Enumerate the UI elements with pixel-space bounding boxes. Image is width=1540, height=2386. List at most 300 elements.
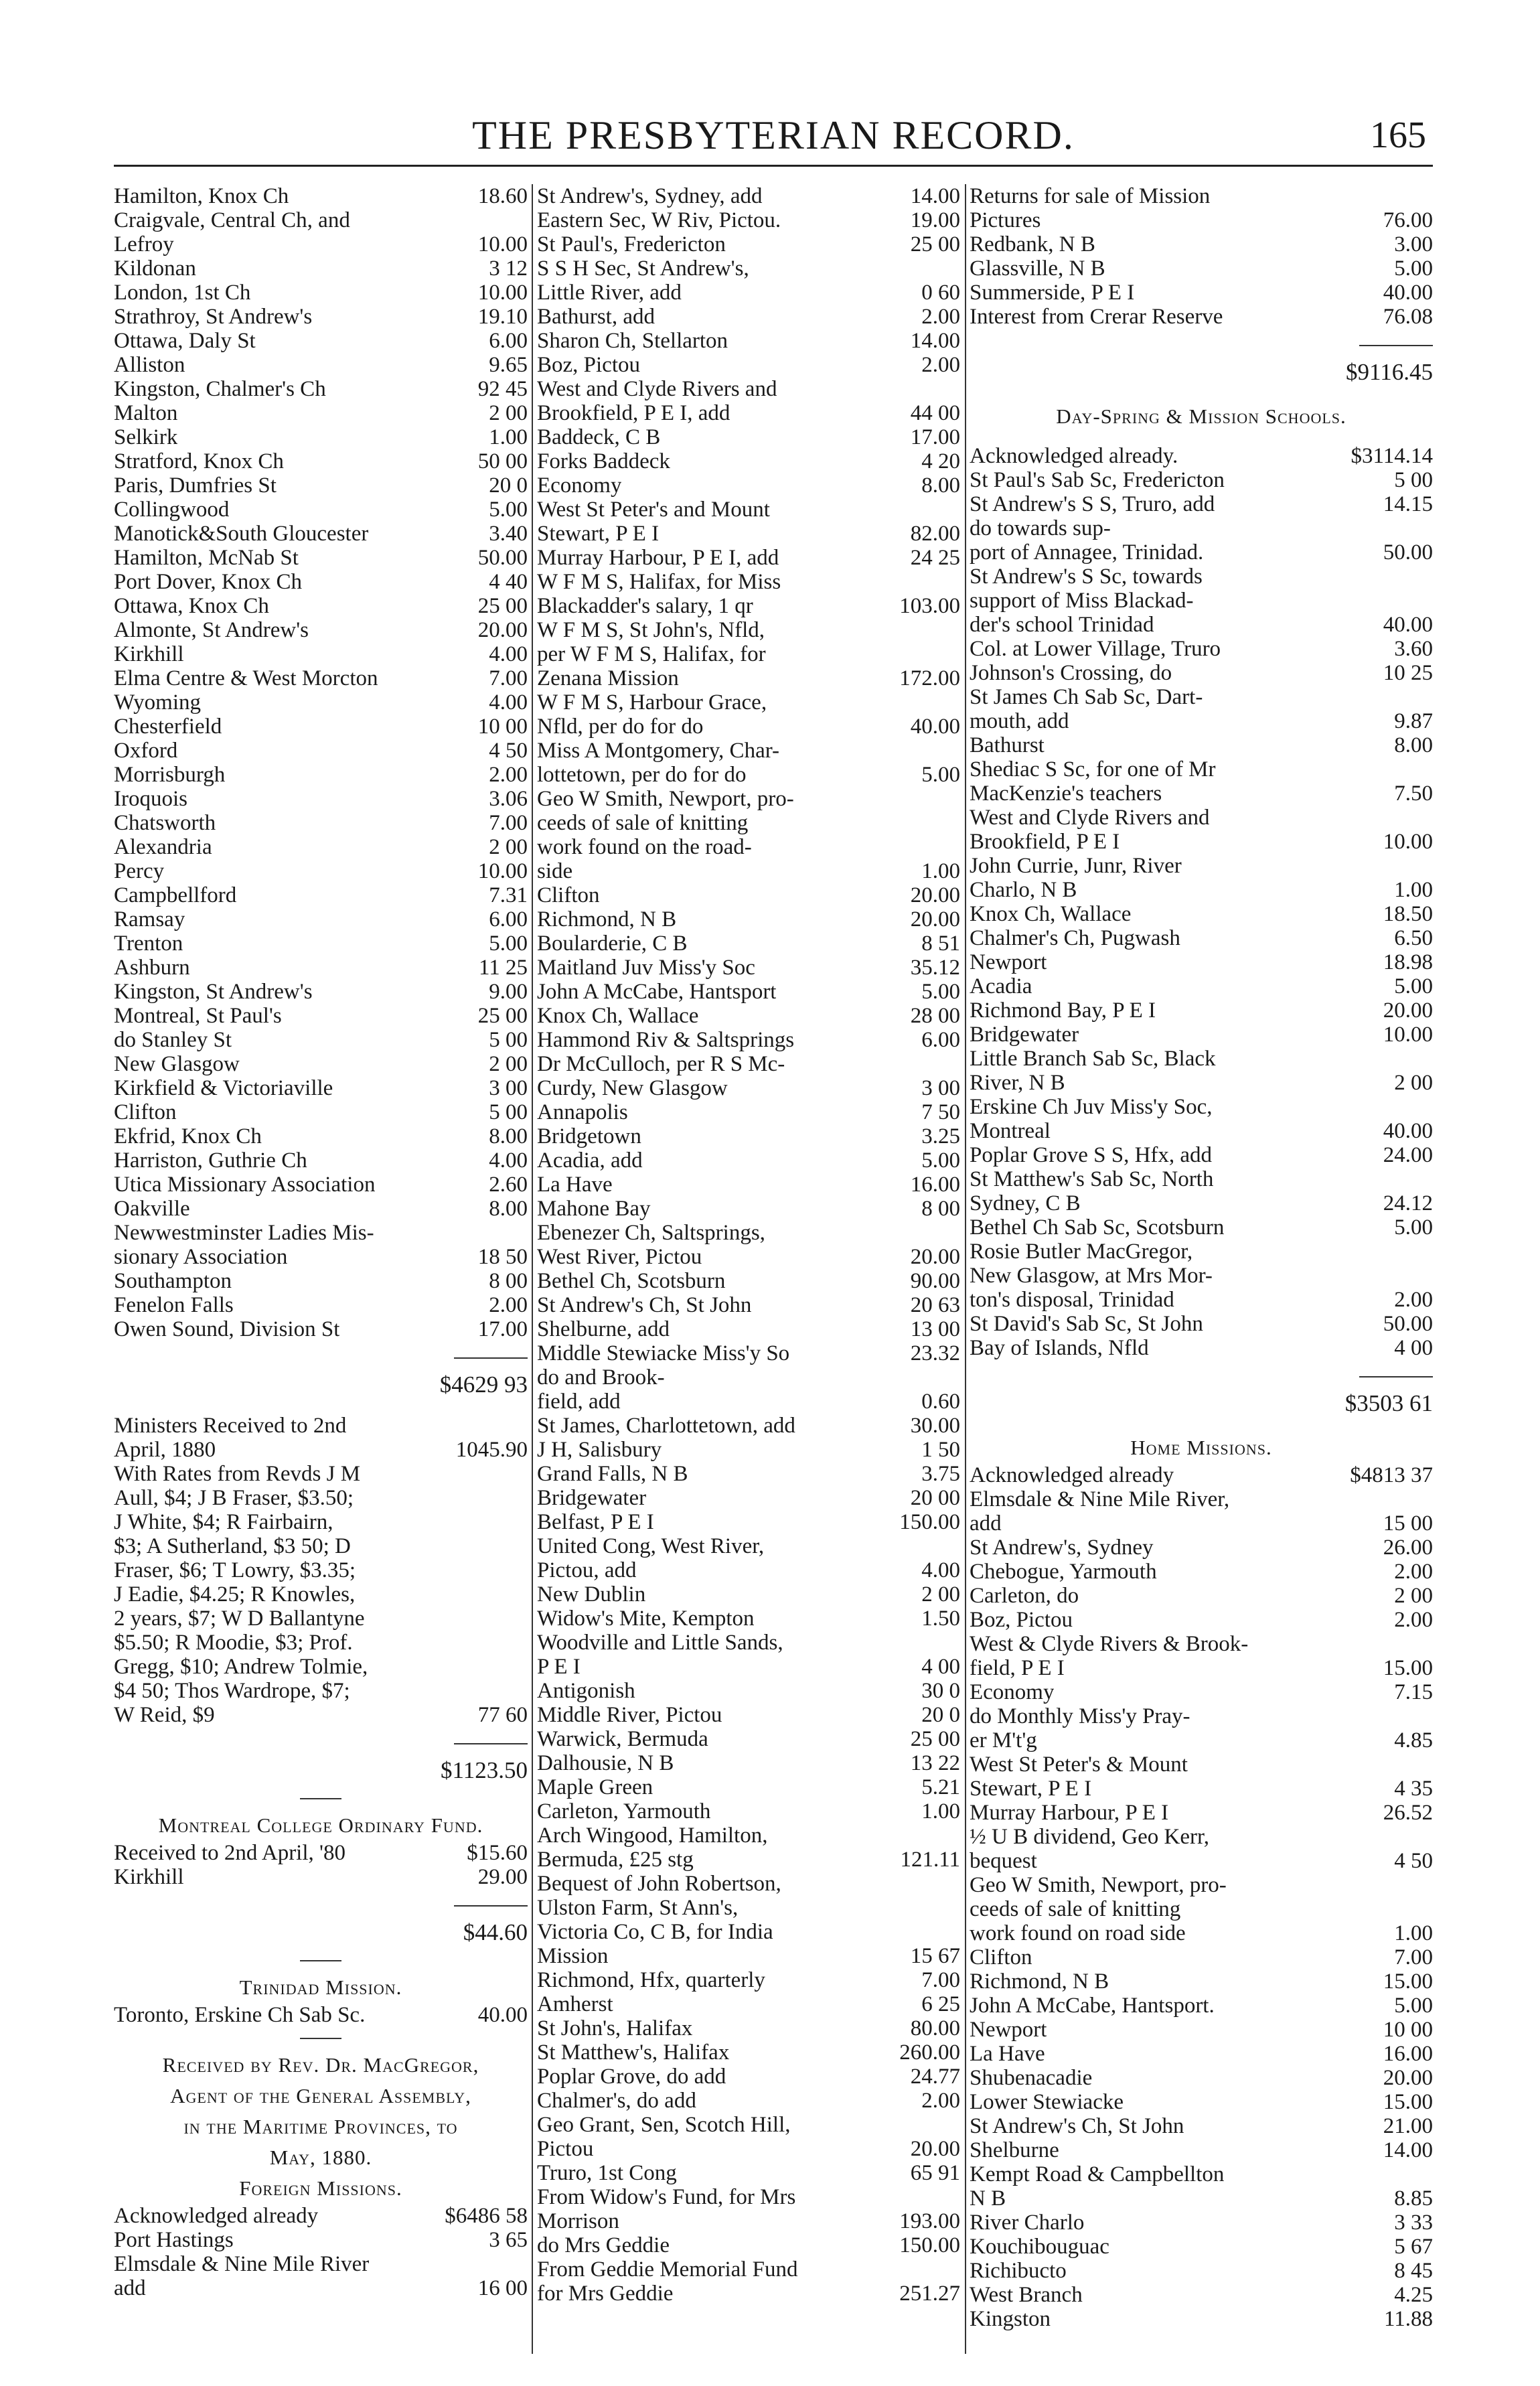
ledger-entry: [537, 2185, 960, 2209]
ledger-entry: [114, 931, 528, 956]
entry-amount: 5.00: [1390, 1215, 1433, 1240]
entry-amount: 7.31: [485, 883, 528, 907]
entry-amount: 8 45: [1390, 2259, 1433, 2283]
entry-name: Truro, 1st Cong: [537, 2161, 677, 2185]
ledger-entry: [114, 353, 528, 377]
entry-name: Acadia, add: [537, 1148, 643, 1173]
ledger-entry: [537, 1703, 960, 1727]
entry-amount: 4.00: [485, 642, 528, 666]
entry-amount: 251.27: [895, 2282, 960, 2306]
entry-amount: 10.00: [474, 281, 528, 305]
total-rule: [114, 1727, 528, 1754]
ledger-entry: [970, 613, 1433, 637]
ledger-entry: [970, 1536, 1433, 1560]
entry-name: Boularderie, C B: [537, 931, 688, 956]
entry-name: Percy: [114, 859, 165, 883]
entry-name: La Have: [970, 2042, 1045, 2066]
entry-amount: 4 00: [1390, 1336, 1433, 1360]
ledger-entry: [537, 642, 960, 666]
entry-name: Nfld, per do for do: [537, 715, 704, 739]
entry-amount: 5 67: [1390, 2235, 1433, 2259]
entry-amount: 4.85: [1390, 1728, 1433, 1753]
entry-name: Pictures: [970, 208, 1041, 232]
entry-name: With Rates from Revds J M: [114, 1462, 361, 1486]
entry-name: Bethel Ch Sab Sc, Scotsburn: [970, 1215, 1225, 1240]
entry-amount: 11 25: [475, 956, 528, 980]
ledger-entry: [970, 2162, 1433, 2186]
entry-amount: 5.00: [1390, 1994, 1433, 2018]
entry-amount: 6.50: [1390, 926, 1433, 950]
entry-name: Bequest of John Robertson,: [537, 1872, 781, 1896]
entry-amount: $6486 58: [441, 2204, 528, 2228]
ledger-entry: [970, 1023, 1433, 1047]
ledger-entry: [537, 2016, 960, 2040]
entry-name: W F M S, St John's, Nfld,: [537, 618, 765, 642]
entry-amount: 2.00: [485, 1293, 528, 1317]
ledger-entry: [537, 281, 960, 305]
ledger-entry: [537, 1582, 960, 1607]
ledger-entry: [970, 2090, 1433, 2114]
entry-name: Richmond, N B: [537, 907, 677, 931]
running-title: THE PRESBYTERIAN RECORD.: [472, 113, 1075, 157]
entry-amount: 29.00: [474, 1865, 528, 1889]
entry-amount: 23.32: [907, 1341, 960, 1365]
entry-amount: 19.10: [474, 305, 528, 329]
entry-amount: 16 00: [474, 2276, 528, 2300]
entry-amount: 2 00: [485, 835, 528, 859]
ledger-entry: [970, 1288, 1433, 1312]
entry-name: Kingston, St Andrew's: [114, 980, 313, 1004]
ledger-entry: [970, 709, 1433, 733]
entry-name: side: [537, 859, 573, 883]
entry-name: Annapolis: [537, 1100, 628, 1124]
entry-amount: 1.00: [917, 859, 960, 883]
entry-name: Bermuda, £25 stg: [537, 1848, 694, 1872]
ledger-entry: [114, 1100, 528, 1124]
entry-name: Johnson's Crossing, do: [970, 661, 1172, 685]
ledger-entry: [970, 1656, 1433, 1680]
ledger-entry: [970, 232, 1433, 256]
entry-name: Forks Baddeck: [537, 449, 670, 473]
ledger-entry: [970, 1632, 1433, 1656]
ledger-entry: [970, 1487, 1433, 1511]
entry-name: Carleton, Yarmouth: [537, 1799, 711, 1823]
entry-amount: 0 60: [917, 281, 960, 305]
entry-name: $3; A Sutherland, $3 50; D: [114, 1534, 351, 1558]
ledger-entry: [537, 2137, 960, 2161]
entry-name: ton's disposal, Trinidad: [970, 1288, 1174, 1312]
entry-name: Richmond Bay, P E I: [970, 998, 1156, 1023]
entry-name: Ottawa, Knox Ch: [114, 594, 269, 618]
entry-amount: 2.00: [1390, 1608, 1433, 1632]
entry-amount: $15.60: [463, 1841, 528, 1865]
ledger-entry: [537, 546, 960, 570]
entry-name: St Paul's, Fredericton: [537, 232, 726, 256]
ledger-entry: [970, 2307, 1433, 2331]
ledger-entry: [114, 377, 528, 401]
ledger-entry: [970, 2259, 1433, 2283]
entry-amount: 7 50: [917, 1100, 960, 1124]
entry-name: Grand Falls, N B: [537, 1462, 688, 1486]
entry-name: Baddeck, C B: [537, 425, 661, 449]
ledger-entry: [537, 1486, 960, 1510]
entry-name: Knox Ch, Wallace: [970, 902, 1132, 926]
ledger-entry: [970, 974, 1433, 998]
entry-name: field, add: [537, 1390, 621, 1414]
entry-amount: 30 0: [917, 1679, 960, 1703]
entry-name: Ottawa, Daly St: [114, 329, 256, 353]
entry-amount: 172.00: [895, 666, 960, 690]
entry-name: St Andrew's, Sydney, add: [537, 184, 763, 208]
ledger-entry: [537, 1968, 960, 1992]
entry-amount: 26.00: [1379, 1536, 1433, 1560]
ledger-entry: [970, 444, 1433, 468]
entry-name: La Have: [537, 1173, 613, 1197]
entry-name: River, N B: [970, 1071, 1065, 1095]
ledger-entry: [970, 1511, 1433, 1536]
ledger-entry: [537, 1655, 960, 1679]
entry-name: ceeds of sale of knitting: [537, 811, 749, 835]
entry-name: Mission: [537, 1944, 609, 1968]
ledger-entry: [970, 589, 1433, 613]
entry-name: Bathurst: [970, 733, 1045, 757]
entry-name: Montreal: [970, 1119, 1051, 1143]
entry-name: Ulston Farm, St Ann's,: [537, 1896, 739, 1920]
section-divider: [114, 1949, 528, 1972]
ledger-entry: [114, 1245, 528, 1269]
entry-amount: 20 0: [485, 473, 528, 498]
entry-name: Amherst: [537, 1992, 613, 2016]
ledger-entry: [537, 1052, 960, 1076]
entry-name: Utica Missionary Association: [114, 1173, 376, 1197]
entry-amount: 24.00: [1379, 1143, 1433, 1167]
entry-name: John A McCabe, Hantsport: [537, 980, 777, 1004]
entry-name: Manotick&South Gloucester: [114, 522, 369, 546]
ledger-entry: [114, 256, 528, 281]
entry-name: Elmsdale & Nine Mile River: [114, 2252, 370, 2276]
ledger-entry: [114, 2276, 528, 2300]
ledger-entry: [537, 1631, 960, 1655]
entry-name: Summerside, P E I: [970, 281, 1135, 305]
entry-name: St Andrew's Ch, St John: [537, 1293, 752, 1317]
total-rule: [114, 1341, 528, 1368]
entry-name: Acknowledged already: [970, 1463, 1174, 1487]
entry-amount: 4 50: [1390, 1849, 1433, 1873]
ledger-entry: [114, 1582, 528, 1607]
entry-name: Chebogue, Yarmouth: [970, 1560, 1157, 1584]
ledger-entry: [970, 781, 1433, 806]
entry-amount: 15.00: [1379, 1969, 1433, 1994]
entry-name: Clifton: [537, 883, 600, 907]
entry-amount: 13 22: [907, 1751, 960, 1775]
entry-name: Campbellford: [114, 883, 237, 907]
ledger-entry: [114, 859, 528, 883]
entry-name: Alliston: [114, 353, 185, 377]
entry-name: $4 50; Thos Wardrope, $7;: [114, 1679, 350, 1703]
entry-amount: 4 00: [917, 1655, 960, 1679]
column-divider: [532, 184, 533, 2354]
entry-name: London, 1st Ch: [114, 281, 251, 305]
ledger-entry: [537, 1775, 960, 1799]
entry-name: ½ U B dividend, Geo Kerr,: [970, 1825, 1209, 1849]
entry-amount: 5.00: [485, 498, 528, 522]
ledger-entry: [537, 377, 960, 401]
entry-amount: 0.60: [917, 1390, 960, 1414]
entry-name: Ministers Received to 2nd: [114, 1414, 347, 1438]
ledger-entry: [114, 1462, 528, 1486]
ledger-entry: [114, 473, 528, 498]
entry-amount: 5.00: [917, 980, 960, 1004]
entry-name: Gregg, $10; Andrew Tolmie,: [114, 1655, 368, 1679]
section-heading: Trinidad Mission.: [239, 1975, 402, 1999]
ledger-entry: [537, 1896, 960, 1920]
header-rule: [114, 165, 1433, 167]
ledger-entry: [114, 2228, 528, 2252]
ledger-entry: [114, 570, 528, 594]
entry-amount: 3.06: [485, 787, 528, 811]
entry-name: Lefroy: [114, 232, 174, 256]
ledger-entry: [537, 1317, 960, 1341]
entry-name: support of Miss Blackad-: [970, 589, 1194, 613]
ledger-entry: [537, 1872, 960, 1896]
entry-amount: $4813 37: [1346, 1463, 1433, 1487]
entry-amount: 20 0: [917, 1703, 960, 1727]
entry-name: Southampton: [114, 1269, 232, 1293]
ledger-entry: [970, 1143, 1433, 1167]
ledger-entry: [537, 2065, 960, 2089]
entry-name: Shelburne, add: [537, 1317, 670, 1341]
ledger-entry: [114, 956, 528, 980]
ledger-entry: [114, 1655, 528, 1679]
entry-name: Ebenezer Ch, Saltsprings,: [537, 1221, 765, 1245]
entry-name: ceeds of sale of knitting: [970, 1897, 1181, 1921]
entry-name: Chalmer's Ch, Pugwash: [970, 926, 1180, 950]
ledger-entry: [537, 1028, 960, 1052]
ledger-entry: [970, 1680, 1433, 1704]
entry-amount: 9.00: [485, 980, 528, 1004]
entry-name: West and Clyde Rivers and: [537, 377, 777, 401]
entry-name: do and Brook-: [537, 1365, 665, 1390]
entry-name: Chatsworth: [114, 811, 216, 835]
ledger-entry: [970, 1264, 1433, 1288]
entry-name: Pictou: [537, 2137, 594, 2161]
entry-amount: 3.75: [917, 1462, 960, 1486]
entry-amount: 7.00: [1390, 1945, 1433, 1969]
ledger-entry: [970, 1191, 1433, 1215]
entry-name: Newport: [970, 2018, 1047, 2042]
column-1: [114, 184, 528, 2354]
entry-name: Rosie Butler MacGregor,: [970, 1240, 1193, 1264]
entry-name: Aull, $4; J B Fraser, $3.50;: [114, 1486, 354, 1510]
ledger-entry: [537, 811, 960, 835]
entry-amount: 7.50: [1390, 781, 1433, 806]
section-total: $9116.45: [1346, 359, 1433, 385]
entry-name: Craigvale, Central Ch, and: [114, 208, 350, 232]
entry-name: N B: [970, 2186, 1006, 2211]
entry-name: Sydney, C B: [970, 1191, 1081, 1215]
entry-amount: 2 00: [485, 1052, 528, 1076]
entry-name: Newport: [970, 950, 1047, 974]
entry-name: Carleton, do: [970, 1584, 1079, 1608]
entry-amount: 65 91: [907, 2161, 960, 2185]
entry-name: West River, Pictou: [537, 1245, 702, 1269]
ledger-entry: [537, 1848, 960, 1872]
section-heading: May, 1880.: [269, 2146, 372, 2169]
entry-amount: 40.00: [907, 715, 960, 739]
entry-name: St Andrew's, Sydney: [970, 1536, 1154, 1560]
entry-name: lottetown, per do for do: [537, 763, 747, 787]
entry-amount: 80.00: [907, 2016, 960, 2040]
ledger-entry: [537, 425, 960, 449]
entry-name: Richmond, Hfx, quarterly: [537, 1968, 765, 1992]
ledger-entry: [970, 1608, 1433, 1632]
entry-amount: 30.00: [907, 1414, 960, 1438]
ledger-entry: [537, 1245, 960, 1269]
entry-name: do towards sup-: [970, 516, 1111, 540]
ledger-entry: [114, 1317, 528, 1341]
entry-name: Warwick, Bermuda: [537, 1727, 708, 1751]
entry-amount: 14.00: [907, 329, 960, 353]
entry-amount: 10.00: [474, 859, 528, 883]
entry-amount: 1.00: [1390, 878, 1433, 902]
ledger-entry: [114, 522, 528, 546]
entry-name: Charlo, N B: [970, 878, 1077, 902]
ledger-entry: [537, 1341, 960, 1365]
section-heading: Received by Rev. Dr. MacGregor,: [162, 2053, 479, 2077]
entry-name: St Andrew's S S, Truro, add: [970, 492, 1215, 516]
ledger-entry: [537, 1751, 960, 1775]
entry-amount: 3.60: [1390, 637, 1433, 661]
ledger-entry: [114, 1438, 528, 1462]
entry-amount: 76.08: [1379, 305, 1433, 329]
section-heading: in the Maritime Provinces, to: [183, 2115, 458, 2138]
entry-amount: 15 67: [907, 1944, 960, 1968]
ledger-entry: [970, 2114, 1433, 2138]
entry-name: St Paul's Sab Sc, Fredericton: [970, 468, 1225, 492]
ledger-entry: [114, 1558, 528, 1582]
entry-amount: 40.00: [1379, 613, 1433, 637]
ledger-entry: [537, 1221, 960, 1245]
ledger-entry: [970, 208, 1433, 232]
entry-name: West St Peter's and Mount: [537, 498, 770, 522]
section-total: $4629 93: [439, 1371, 528, 1398]
ledger-entry: [114, 1510, 528, 1534]
entry-amount: 4 35: [1390, 1777, 1433, 1801]
ledger-entry: [537, 618, 960, 642]
ledger-entry: [537, 787, 960, 811]
entry-name: Oxford: [114, 739, 178, 763]
entry-name: Stratford, Knox Ch: [114, 449, 284, 473]
ledger-entry: [970, 1969, 1433, 1994]
entry-name: Maitland Juv Miss'y Soc: [537, 956, 755, 980]
entry-amount: 11.88: [1380, 2307, 1433, 2331]
entry-amount: 20.00: [907, 2137, 960, 2161]
entry-amount: $3114.14: [1346, 444, 1433, 468]
ledger-entry: [114, 546, 528, 570]
ledger-entry: [537, 2040, 960, 2065]
ledger-entry: [970, 540, 1433, 565]
entry-amount: 4.25: [1390, 2283, 1433, 2307]
entry-amount: 150.00: [895, 1510, 960, 1534]
ledger-entry: [537, 1390, 960, 1414]
ledger-entry: [537, 907, 960, 931]
entry-name: Zenana Mission: [537, 666, 679, 690]
total-rule: [970, 1360, 1433, 1387]
entry-amount: 82.00: [907, 522, 960, 546]
ledger-entry: [114, 1534, 528, 1558]
section-total: $1123.50: [441, 1757, 528, 1783]
entry-amount: 8.00: [485, 1124, 528, 1148]
entry-amount: 193.00: [895, 2209, 960, 2233]
entry-amount: 40.00: [474, 2003, 528, 2027]
entry-name: Port Dover, Knox Ch: [114, 570, 302, 594]
entry-amount: 50.00: [1379, 1312, 1433, 1336]
ledger-entry: [970, 830, 1433, 854]
ledger-entry: [537, 1799, 960, 1823]
entry-amount: 3.00: [1390, 232, 1433, 256]
entry-amount: 24.77: [907, 2065, 960, 2089]
entry-amount: 1 50: [917, 1438, 960, 1462]
spacer: [970, 432, 1433, 444]
entry-name: J Eadie, $4.25; R Knowles,: [114, 1582, 356, 1607]
ledger-entry: [114, 2252, 528, 2276]
ledger-entry: [114, 739, 528, 763]
entry-amount: 20 63: [907, 1293, 960, 1317]
ledger-entry: [537, 2233, 960, 2257]
entry-amount: 2.00: [1390, 1288, 1433, 1312]
ledger-entry: [114, 281, 528, 305]
entry-name: Kirkfield & Victoriaville: [114, 1076, 333, 1100]
ledger-entry: [114, 787, 528, 811]
ledger-entry: [537, 859, 960, 883]
ledger-entry: [114, 2003, 528, 2027]
entry-name: Bathurst, add: [537, 305, 655, 329]
entry-name: Acknowledged already: [114, 2204, 319, 2228]
entry-name: do Stanley St: [114, 1028, 232, 1052]
section-heading: Day-Spring & Mission Schools.: [1056, 404, 1346, 428]
entry-name: S S H Sec, St Andrew's,: [537, 256, 749, 281]
entry-name: Bridgewater: [537, 1486, 647, 1510]
entry-amount: 8.00: [485, 1197, 528, 1221]
ledger-entry: [537, 763, 960, 787]
section-total: $3503 61: [1344, 1390, 1433, 1416]
entry-name: Miss A Montgomery, Char-: [537, 739, 780, 763]
entry-amount: 14.00: [907, 184, 960, 208]
entry-amount: 17.00: [907, 425, 960, 449]
entry-name: Kildonan: [114, 256, 196, 281]
ledger-entry: [537, 256, 960, 281]
entry-amount: 19.00: [907, 208, 960, 232]
ledger-entry: [537, 1920, 960, 1944]
entry-amount: 8.00: [1390, 733, 1433, 757]
entry-amount: 20.00: [474, 618, 528, 642]
ledger-entry: [970, 1777, 1433, 1801]
column-2: [537, 184, 960, 2354]
entry-name: Richibucto: [970, 2259, 1067, 2283]
entry-name: Belfast, P E I: [537, 1510, 654, 1534]
entry-name: Economy: [537, 473, 622, 498]
ledger-entry: [537, 570, 960, 594]
ledger-entry: [970, 637, 1433, 661]
ledger-entry: [537, 739, 960, 763]
ledger-entry: [537, 1462, 960, 1486]
ledger-entry: [537, 1197, 960, 1221]
ledger-entry: [970, 1584, 1433, 1608]
entry-name: River Charlo: [970, 2211, 1085, 2235]
ledger-entry: [537, 353, 960, 377]
entry-amount: 3 33: [1390, 2211, 1433, 2235]
ledger-entry: [537, 1438, 960, 1462]
